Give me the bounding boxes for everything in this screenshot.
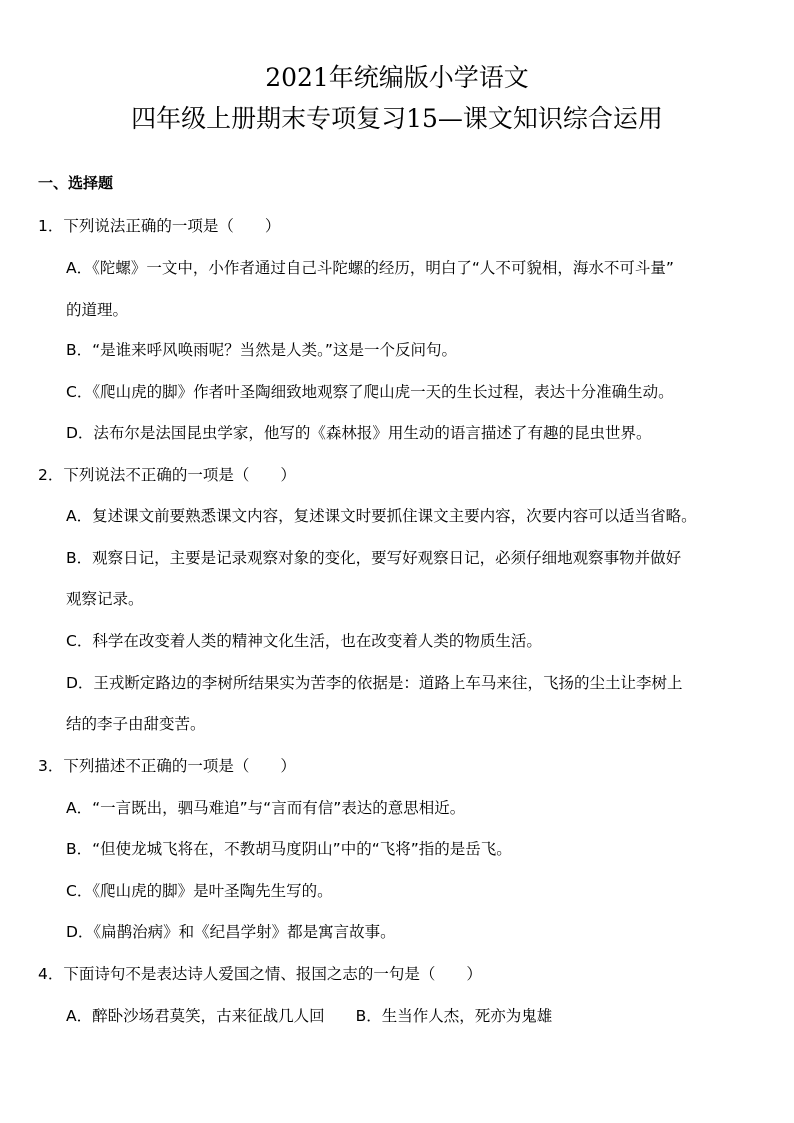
question-3-option-c: C．《爬山虎的脚》是叶圣陶先生写的。 <box>66 882 333 900</box>
question-3-stem: 3．下列描述不正确的一项是（ ） <box>38 757 296 775</box>
question-2-stem: 2．下列说法不正确的一项是（ ） <box>38 466 296 484</box>
question-2-option-a: A．复述课文前要熟悉课文内容，复述课文时要抓住课文主要内容，次要内容可以适当省略。 <box>66 507 697 525</box>
question-3-option-a: A．“一言既出，驷马难追”与“言而有信”表达的意思相近。 <box>66 799 466 817</box>
question-2-option-d-continued: 结的李子由甜变苦。 <box>66 715 206 733</box>
question-2-option-d: D．王戎断定路边的李树所结果实为苦李的依据是：道路上车马来往，飞扬的尘土让李树上 <box>66 674 683 692</box>
question-4-stem: 4．下面诗句不是表达诗人爱国之情、报国之志的一句是（ ） <box>38 965 482 983</box>
question-4-options-ab: A．醉卧沙场君莫笑，古来征战几人回 B．生当作人杰，死亦为鬼雄 <box>66 1007 553 1025</box>
question-1-option-a-continued: 的道理。 <box>66 301 129 319</box>
question-2-option-b: B．观察日记，主要是记录观察对象的变化，要写好观察日记，必须仔细地观察事物并做好 <box>66 549 682 567</box>
question-1-option-a: A．《陀螺》一文中，小作者通过自己斗陀螺的经历，明白了“人不可貌相，海水不可斗量” <box>66 259 674 277</box>
question-2-option-c: C．科学在改变着人类的精神文化生活，也在改变着人类的物质生活。 <box>66 632 542 650</box>
question-1-option-d: D．法布尔是法国昆虫学家，他写的《森林报》用生动的语言描述了有趣的昆虫世界。 <box>66 424 652 442</box>
question-3-option-b: B．“但使龙城飞将在，不教胡马度阴山”中的“飞将”指的是岳飞。 <box>66 840 512 858</box>
section-heading: 一、选择题 <box>38 174 114 192</box>
question-2-option-b-continued: 观察记录。 <box>66 590 144 608</box>
question-1-option-b: B．“是谁来呼风唤雨呢？当然是人类。”这是一个反问句。 <box>66 341 457 359</box>
question-3-option-d: D．《扁鹊治病》和《纪昌学射》都是寓言故事。 <box>66 923 396 941</box>
question-1-option-c: C．《爬山虎的脚》作者叶圣陶细致地观察了爬山虎一天的生长过程，表达十分准确生动。 <box>66 383 674 401</box>
question-1-stem: 1．下列说法正确的一项是（ ） <box>38 217 281 235</box>
document-title-line-1: 2021年统编版小学语文 <box>265 63 529 92</box>
document-title-line-2: 四年级上册期末专项复习15—课文知识综合运用 <box>131 104 663 133</box>
